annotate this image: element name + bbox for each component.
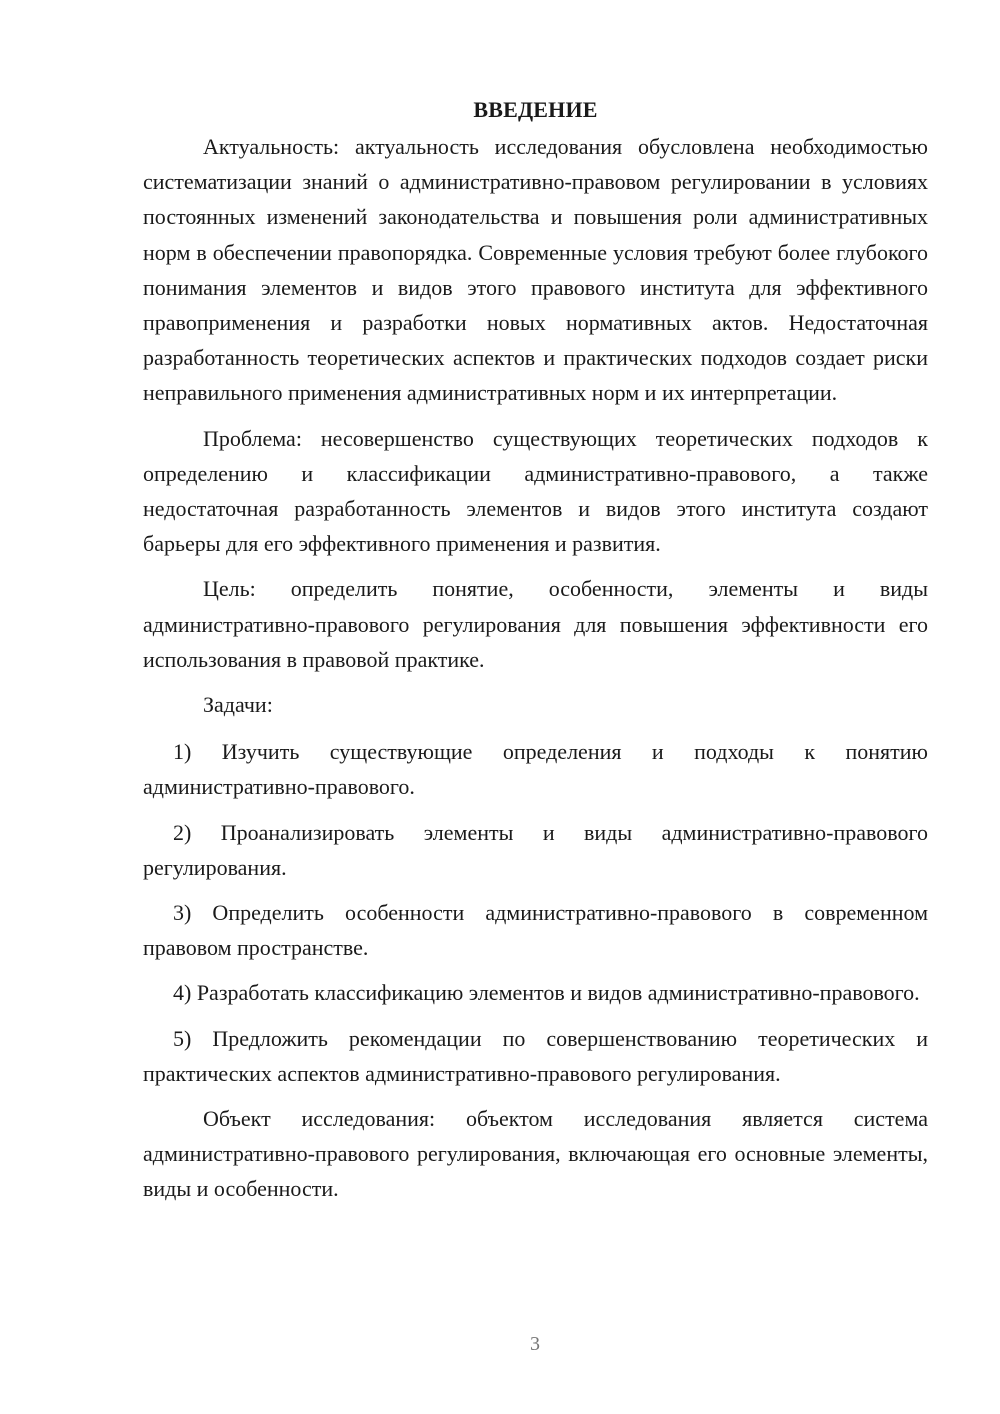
- task-item-1: 1) Изучить существующие определения и подходы к понятию административно-правового.: [143, 739, 928, 800]
- page-number: 3: [530, 1333, 540, 1355]
- task-item-2: 2) Проанализировать элементы и виды административно-правового регулирования.: [143, 819, 928, 880]
- paragraph-relevance: Актуальность: актуальность исследования обусловлена необходимостью систематизации знаний о административно-правовом регулировании в условиях постоянных изменений законодательства и повышения роли административных норм в обеспечении правопорядка. Современные условия требуют более глубокого понимания элементов и видов этого правового института для эффективного правоприменения и разработки новых нормативных актов. Недостаточная разработанность теоретических аспектов и практических подходов создает риски неправильного применения административных норм и их интерпретации.: [143, 134, 928, 406]
- page-heading: ВВЕДЕНИЕ: [473, 97, 598, 122]
- task-item-4: 4) Разработать классификацию элементов и видов административно-правового.: [173, 980, 920, 1006]
- paragraph-goal: Цель: определить понятие, особенности, элементы и виды административно-правового регулирования для повышения эффективности его использования в правовой практике.: [143, 576, 928, 672]
- task-item-3: 3) Определить особенности административно-правового в современном правовом пространстве.: [143, 900, 928, 961]
- document-page: [143, 95, 928, 1217]
- paragraph-problem: Проблема: несовершенство существующих теоретических подходов к определению и классификации административно-правового, а также недостаточная разработанность элементов и видов этого института создают барьеры для его эффективного применения и развития.: [143, 425, 928, 557]
- task-item-5: 5) Предложить рекомендации по совершенствованию теоретических и практических аспектов административно-правового регулирования.: [143, 1025, 928, 1086]
- paragraph-object: Объект исследования: объектом исследования является система административно-правового регулирования, включающая его основные элементы, виды и особенности.: [143, 1106, 928, 1202]
- tasks-label: Задачи:: [203, 692, 273, 718]
